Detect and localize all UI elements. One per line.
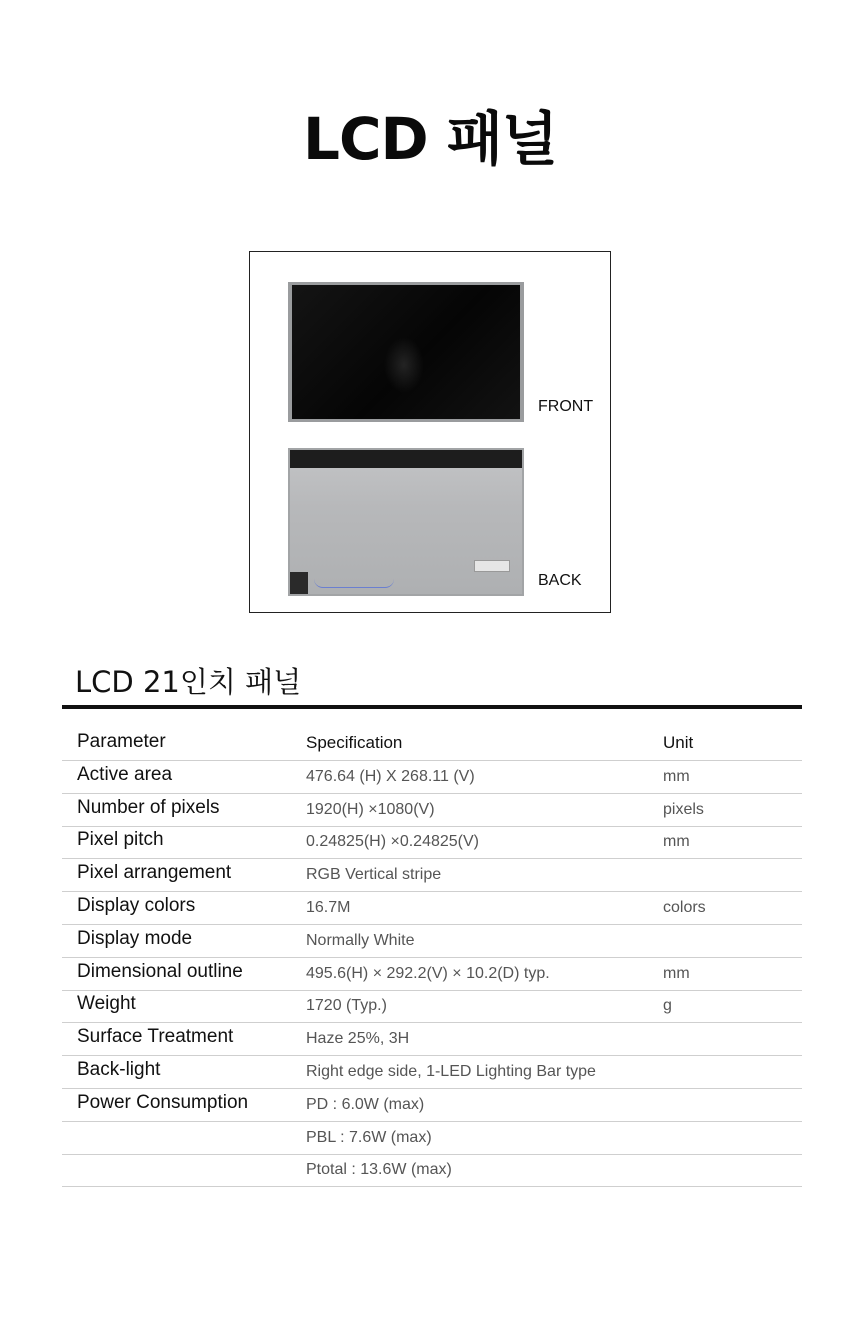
row-specification: RGB Vertical stripe bbox=[306, 866, 442, 884]
table-row bbox=[62, 1023, 802, 1056]
lcd-panel-front-image bbox=[288, 282, 524, 422]
row-unit: g bbox=[663, 997, 672, 1015]
row-specification: 1720 (Typ.) bbox=[306, 997, 387, 1015]
row-specification: PD : 6.0W (max) bbox=[306, 1095, 425, 1113]
table-row bbox=[62, 1056, 802, 1089]
row-parameter: Weight bbox=[77, 993, 136, 1015]
table-row bbox=[62, 892, 802, 925]
row-unit: pixels bbox=[663, 800, 704, 818]
table-row bbox=[62, 827, 802, 860]
row-unit: mm bbox=[663, 833, 690, 851]
row-specification: Normally White bbox=[306, 931, 415, 949]
product-photo bbox=[249, 251, 611, 613]
row-parameter: Surface Treatment bbox=[77, 1026, 234, 1048]
row-parameter: Number of pixels bbox=[77, 796, 220, 818]
row-specification: 476.64 (H) X 268.11 (V) bbox=[306, 767, 475, 785]
table-row bbox=[62, 761, 802, 794]
row-specification: 16.7M bbox=[306, 898, 351, 916]
header-parameter: Parameter bbox=[77, 731, 166, 752]
spec-table bbox=[62, 705, 802, 1187]
row-parameter: Pixel arrangement bbox=[77, 862, 232, 884]
table-row bbox=[62, 991, 802, 1024]
row-parameter: Active area bbox=[77, 763, 173, 785]
header-specification: Specification bbox=[306, 733, 403, 752]
spec-heading: LCD 21인치 패널 bbox=[75, 665, 302, 699]
row-parameter: Back-light bbox=[77, 1058, 161, 1080]
page-title: LCD 패널 bbox=[303, 105, 557, 173]
row-parameter: Pixel pitch bbox=[77, 829, 164, 851]
row-unit: mm bbox=[663, 767, 690, 785]
header-unit: Unit bbox=[663, 733, 694, 752]
table-header-row bbox=[62, 709, 802, 761]
table-row bbox=[62, 1155, 802, 1188]
row-specification: PBL : 7.6W (max) bbox=[306, 1128, 432, 1146]
table-row bbox=[62, 1089, 802, 1122]
row-parameter: Display mode bbox=[77, 927, 193, 949]
table-row bbox=[62, 859, 802, 892]
table-row bbox=[62, 925, 802, 958]
row-specification: 495.6(H) × 292.2(V) × 10.2(D) typ. bbox=[306, 964, 550, 982]
table-row bbox=[62, 1122, 802, 1155]
row-specification: 1920(H) ×1080(V) bbox=[306, 800, 435, 818]
table-row bbox=[62, 794, 802, 827]
back-label: BACK bbox=[538, 572, 582, 589]
front-label: FRONT bbox=[538, 398, 594, 415]
row-unit: mm bbox=[663, 964, 690, 982]
row-parameter: Display colors bbox=[77, 894, 196, 916]
row-parameter: Power Consumption bbox=[77, 1091, 249, 1113]
table-row bbox=[62, 958, 802, 991]
row-specification: Right edge side, 1-LED Lighting Bar type bbox=[306, 1062, 596, 1080]
lcd-panel-back-image bbox=[288, 448, 524, 596]
row-specification: 0.24825(H) ×0.24825(V) bbox=[306, 833, 479, 851]
row-parameter: Dimensional outline bbox=[77, 960, 243, 982]
row-unit: colors bbox=[663, 898, 706, 916]
row-specification: Haze 25%, 3H bbox=[306, 1030, 410, 1048]
row-specification: Ptotal : 13.6W (max) bbox=[306, 1161, 452, 1179]
